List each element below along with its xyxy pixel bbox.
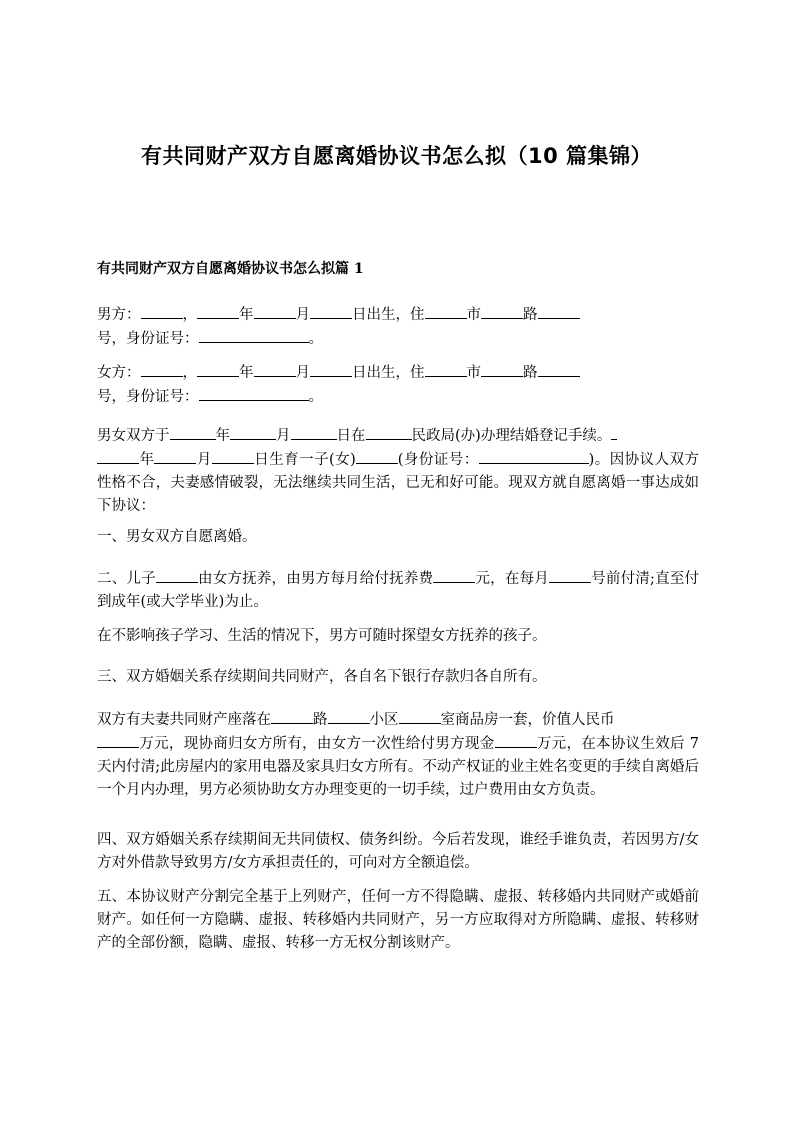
text-fragment: 市 [466,307,481,323]
blank-field [197,303,239,319]
text-fragment: 民政局(办)办理结婚登记手续。 [411,428,612,444]
text-fragment: 年 [139,452,155,468]
section-heading: 有共同财产双方自愿离婚协议书怎么拟篇 1 [97,261,364,277]
blank-field [170,424,216,440]
blank-field [254,361,296,377]
blank-field [291,424,337,440]
text-fragment: ， [182,365,197,381]
clause-4: 四、双方婚姻关系存续期间无共同债权、债务纠纷。今后若发现，谁经手谁负责，若因男方/女方对外借款导致男方/女方承担责任的，可向对方全额追偿。 [97,832,699,871]
blank-field [230,424,276,440]
blank-field [141,303,183,319]
clause-5: 五、本协议财产分割完全基于上列财产，任何一方不得隐瞒、虚报、转移婚内共同财产或婚前财产。如任何一方隐瞒、虚报、转移婚内共同财产，另一方应取得对方所隐瞒、虚报、转移财产的全部份额，隐瞒、虚报、转移一方无权分割该财产。 [97,889,699,951]
text-fragment: )。因协议人双方性格不合，夫妻感情破裂，无法继续共同生活，已无和好可能。现双方就自愿离婚一事达成如下协议： [97,452,699,514]
text-fragment: 室商品房一套，价值人民币 [440,712,615,728]
text-fragment: 日生育一子(女) [253,452,356,468]
text-fragment: 月 [295,365,310,381]
blank-field [433,567,475,583]
text-fragment: 号，身份证号： [97,389,199,405]
blank-field [366,424,412,440]
text-fragment: 日出生，住 [352,307,425,323]
male-prefix: 男方： [97,307,141,323]
blank-field [425,361,467,377]
text-fragment: 路 [313,712,328,728]
blank-field [97,732,139,748]
text-fragment: 市 [466,365,481,381]
female-party-paragraph [97,361,699,409]
text-fragment: 路 [523,307,538,323]
text-fragment: 双方有夫妻共同财产座落在 [97,712,271,728]
text-fragment: 万元，现协商归女方所有，由女方一次性给付男方现金 [139,736,495,752]
text-fragment: 由女方抚养，由男方每月给付抚养费 [197,571,434,587]
text-fragment: 月 [276,428,291,444]
text-fragment: 日出生，住 [352,365,425,381]
blank-field [97,448,139,464]
marriage-paragraph [97,424,699,518]
blank-field [141,361,183,377]
text-fragment: 男女双方于 [97,428,170,444]
clause-2-visitation: 在不影响孩子学习、生活的情况下，男方可随时探望女方抚养的孩子。 [97,628,547,644]
text-fragment: 万元，在本协议生效后 7 天内付清;此房屋内的家用电器及家具归女方所有。不动产权证的业主姓名变更的手续自离婚后一个月内办理，男方必须协助女方办理变更的一切手续，过户费用由女方负责。 [97,736,699,798]
blank-field [425,303,467,319]
text-fragment: 。 [308,389,323,405]
text-fragment: 日在 [336,428,366,444]
blank-field [197,361,239,377]
text-fragment: 年 [239,365,254,381]
text-fragment: 二、儿子 [97,571,156,587]
text-fragment: 月 [295,307,310,323]
female-prefix: 女方： [97,365,141,381]
blank-field [611,424,617,440]
blank-field [310,361,352,377]
property-paragraph [97,708,699,802]
blank-field [212,448,254,464]
text-fragment: (身份证号： [397,452,479,468]
blank-field [481,361,523,377]
blank-field [310,303,352,319]
blank-field [154,448,196,464]
blank-field [481,303,523,319]
text-fragment: 年 [239,307,254,323]
text-fragment: 小区 [369,712,399,728]
text-fragment: 年 [215,428,230,444]
blank-field [538,303,580,319]
blank-field [271,708,313,724]
clause-1: 一、男女双方自愿离婚。 [97,529,257,545]
blank-field [549,567,591,583]
blank-field [199,327,309,343]
blank-field [199,385,309,401]
text-fragment: 路 [523,365,538,381]
blank-field [156,567,198,583]
blank-field [538,361,580,377]
text-fragment: ， [182,307,197,323]
blank-field [328,708,370,724]
text-fragment: 元，在每月 [475,571,549,587]
blank-field [479,448,589,464]
clause-2 [97,567,699,614]
text-fragment: 号，身份证号： [97,331,199,347]
text-fragment: 号前付清;直至付到成年(或大学毕业)为止。 [97,571,699,610]
blank-field [399,708,441,724]
blank-field [356,448,398,464]
male-party-paragraph [97,303,699,351]
clause-3: 三、双方婚姻关系存续期间共同财产，各自名下银行存款归各自所有。 [97,669,547,685]
blank-field [254,303,296,319]
text-fragment: 月 [196,452,212,468]
document-title: 有共同财产双方自愿离婚协议书怎么拟（10 篇集锦） [140,144,653,168]
text-fragment: 。 [308,331,323,347]
blank-field [495,732,537,748]
